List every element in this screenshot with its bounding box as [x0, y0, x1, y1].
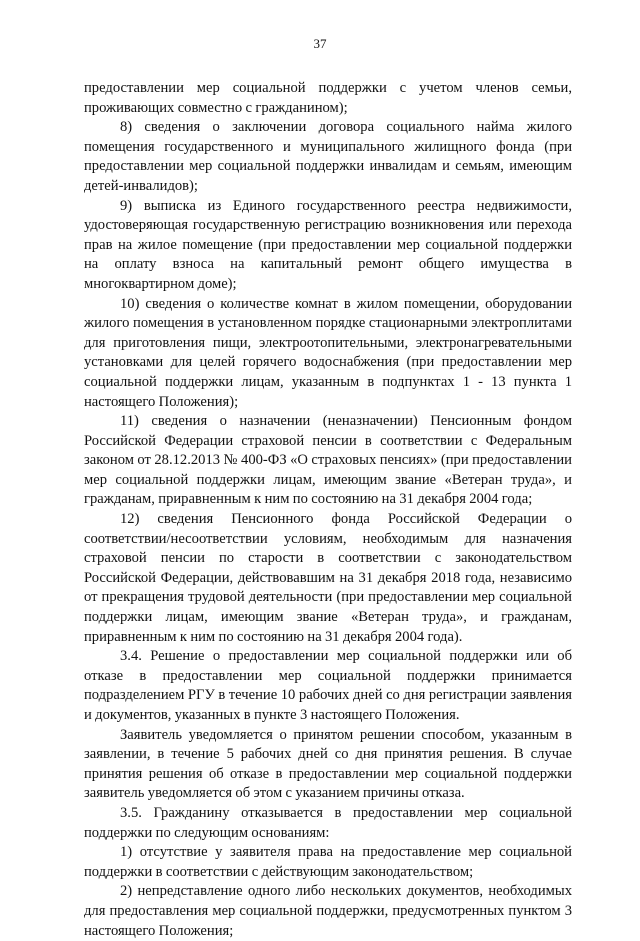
paragraph-clause-3-4: 3.4. Решение о предоставлении мер социальной поддержки или об отказе в предоставлении мер социальной поддержки принимается подразделением РГУ в течение 10 рабочих дней со дня регистрации заявления и документов, указанных в пункте 3 настоящего Положения. — [84, 648, 572, 723]
paragraph-item-9: 9) выписка из Единого государственного реестра недвижимости, удостоверяющая государственную регистрацию возникновения или перехода прав на жилое помещение (при предоставлении мер социальной поддержки на оплату взноса на капитальный ремонт общего имущества в многоквартирном доме); — [84, 197, 572, 292]
paragraph-ground-1: 1) отсутствие у заявителя права на предоставление мер социальной поддержки в соответствии с действующим законодательством; — [84, 844, 572, 880]
page-number: 37 — [313, 36, 327, 51]
paragraph-item-12: 12) сведения Пенсионного фонда Российской Федерации о соответствии/несоответствии условиям, необходимым для назначения страховой пенсии по старости в соответствии с законодательством Российской Федерации, действовавшим на 31 декабря 2018 года, независимо от прекращения трудовой деятельности (при предоставлении мер социальной поддержки лицам, имеющим звание «Ветеран труда», и гражданам, приравненным к ним по состоянию на 31 декабря 2004 года). — [84, 511, 572, 645]
paragraph-notification: Заявитель уведомляется о принятом решении способом, указанным в заявлении, в течение 5 рабочих дней со дня принятия решения. В случае принятия решения об отказе в предоставлении мер социальной поддержки заявитель уведомляется об этом с указанием причины отказа. — [84, 726, 572, 802]
paragraph-item-10: 10) сведения о количестве комнат в жилом помещении, оборудовании жилого помещения в установленном порядке стационарными электроплитами для приготовления пищи, электроотопительными, электронагревательными установками для целей горячего водоснабжения (при предоставлении мер социальной поддержки лицам, указанным в подпунктах 1 - 13 пункта 1 настоящего Положения); — [84, 295, 572, 410]
paragraph-ground-2: 2) непредставление одного либо нескольких документов, необходимых для предоставления мер социальной поддержки, предусмотренных пунктом 3 настоящего Положения; — [84, 883, 572, 939]
paragraph-continuation: предоставлении мер социальной поддержки с учетом членов семьи, проживающих совместно с гражданином); — [84, 80, 572, 116]
document-body — [84, 79, 572, 941]
paragraph-item-11: 11) сведения о назначении (неназначении) Пенсионным фондом Российской Федерации страховой пенсии в соответствии с Федеральным законом от 28.12.2013 № 400-ФЗ «О страховых пенсиях» (при предоставлении мер социальной поддержки лицам, имеющим звание «Ветеран труда», и гражданам, приравненным к ним по состоянию на 31 декабря 2004 года; — [84, 413, 572, 508]
paragraph-clause-3-5: 3.5. Гражданину отказывается в предоставлении мер социальной поддержки по следующим основаниям: — [84, 804, 572, 841]
paragraph-item-8: 8) сведения о заключении договора социального найма жилого помещения государственного и муниципального жилищного фонда (при предоставлении мер социальной поддержки инвалидам и семьям, имеющим детей-инвалидов); — [84, 119, 572, 194]
